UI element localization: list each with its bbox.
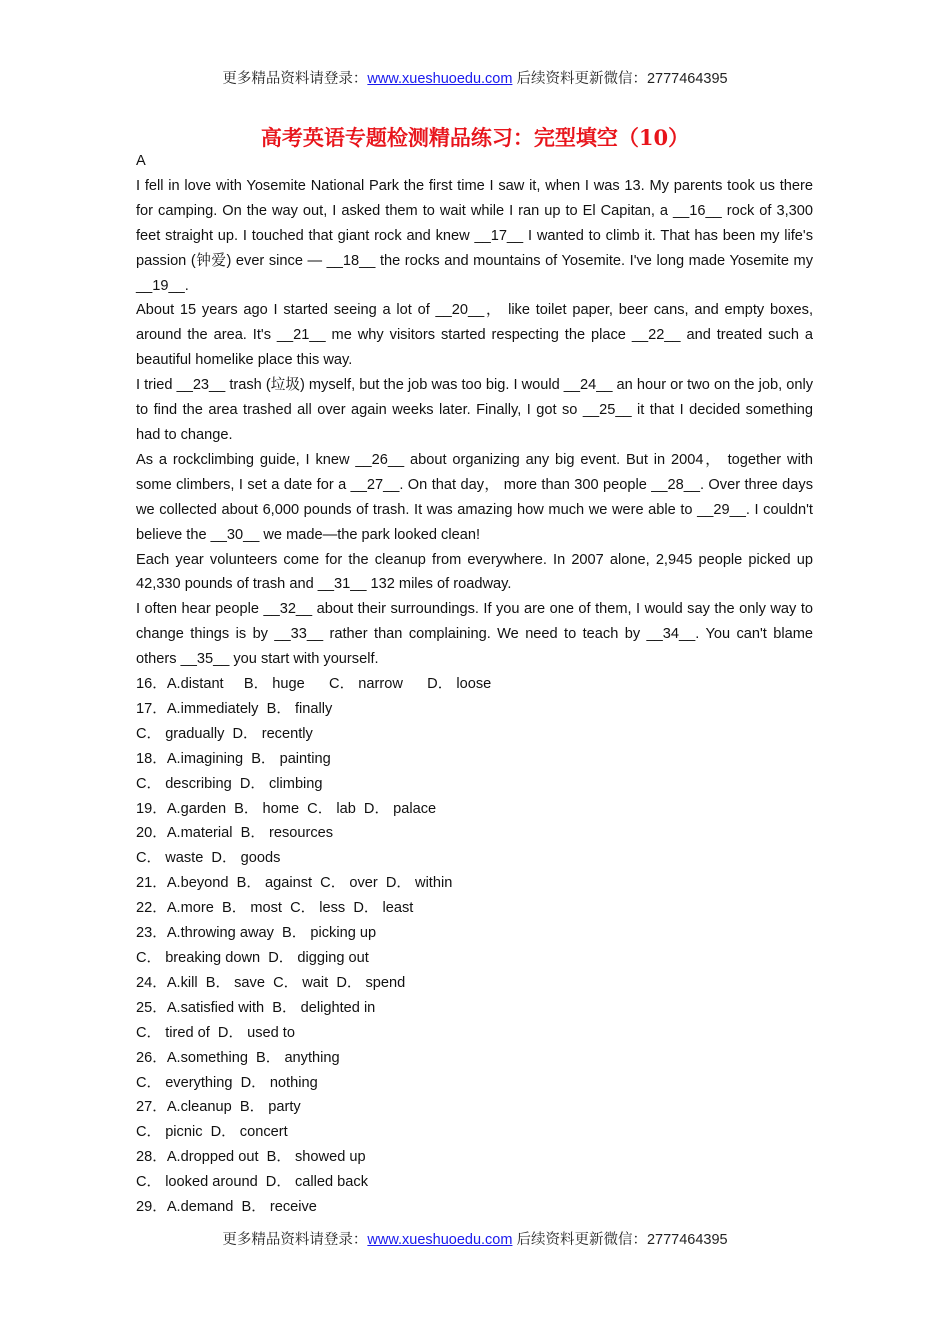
option-line: 22．A.more B． most C． less D． least	[136, 900, 414, 917]
paragraph: I often hear people __32__ about their surroundings. If you are one of them, I would say the only way to change things is by __33__ rather than complaining. We need to teach by __34__. You can't blame others __35__ you start with yourself.	[136, 601, 813, 668]
paragraph: About 15 years ago I started seeing a lot of __20__， like toilet paper, beer cans, and empty boxes, around the area. It's __21__ me why visitors started respecting the place __22__ and treated such a beautiful homelike place this way.	[136, 302, 813, 369]
option-line: C． gradually D． recently	[136, 725, 313, 742]
option-line: 18．A.imagining B． painting	[136, 750, 331, 767]
document-title: 高考英语专题检测精品练习：完型填空（10）	[260, 125, 690, 150]
option-line: 29．A.demand B． receive	[136, 1199, 317, 1216]
option-line: C． picnic D． concert	[136, 1124, 288, 1141]
option-line: C． tired of D． used to	[136, 1024, 295, 1041]
option-line: 19．A.garden B． home C． lab D． palace	[136, 800, 437, 817]
paragraph: As a rockclimbing guide, I knew __26__ about organizing any big event. But in 2004， together with some climbers, I set a date for a __27__. On that day， more than 300 people __28__. Over three days we collected about 6,000 pounds of trash. It was amazing how much we were able to __29__. I couldn't believe the __30__ we made—the park looked clean!	[136, 451, 813, 543]
header-suffix: 后续资料更新微信：2777464395	[512, 71, 728, 87]
option-line: 27．A.cleanup B． party	[136, 1099, 301, 1116]
option-line: 28．A.dropped out B． showed up	[136, 1149, 366, 1166]
section-label: A	[136, 153, 146, 169]
option-line: C． describing D． climbing	[136, 775, 323, 792]
header-prefix: 更多精品资料请登录：	[222, 71, 368, 87]
option-line: 17．A.immediately B． finally	[136, 700, 333, 717]
option-line: C． waste D． goods	[136, 850, 281, 867]
footer-link[interactable]: www.xueshuoedu.com	[367, 1232, 513, 1248]
paragraph: Each year volunteers come for the cleanup from everywhere. In 2007 alone, 2,945 people picked up 42,330 pounds of trash and __31__ 132 miles of roadway.	[136, 551, 813, 593]
option-line: 25．A.satisfied with B． delighted in	[136, 999, 376, 1016]
option-line: 21．A.beyond B． against C． over D． within	[136, 875, 453, 892]
passage	[136, 149, 813, 672]
option-line: 24．A.kill B． save C． wait D． spend	[136, 974, 406, 991]
page-footer	[0, 1228, 950, 1249]
option-line: 16．A.distant B． huge C． narrow D． loose	[136, 676, 492, 692]
paragraph: I fell in love with Yosemite National Park the first time I saw it, when I was 13. My parents took us there for camping. On the way out, I asked them to wait while I ran up to El Capitan, a __16__ rock of 3,300 feet straight up. I touched that giant rock and knew __17__ I wanted to climb it. That has been my life's passion (钟爱) ever since — __18__ the rocks and mountains of Yosemite. I've long made Yosemite my __19__.	[136, 177, 813, 294]
page-header	[0, 67, 950, 88]
paragraph: I tried __23__ trash (垃圾) myself, but the job was too big. I would __24__ an hour or two on the job, only to find the area trashed all over again weeks later. Finally, I got so __25__ it that I decided something had to change.	[136, 377, 813, 443]
header-link[interactable]: www.xueshuoedu.com	[367, 71, 513, 87]
answer-options	[136, 672, 813, 1220]
option-line: 23．A.throwing away B． picking up	[136, 925, 377, 942]
footer-suffix: 后续资料更新微信：2777464395	[512, 1232, 728, 1248]
option-line: 26．A.something B． anything	[136, 1049, 340, 1066]
option-line: C． looked around D． called back	[136, 1174, 368, 1191]
footer-prefix: 更多精品资料请登录：	[222, 1232, 368, 1248]
option-line: C． breaking down D． digging out	[136, 949, 369, 966]
option-line: 20．A.material B． resources	[136, 825, 334, 842]
option-line: C． everything D． nothing	[136, 1074, 318, 1091]
